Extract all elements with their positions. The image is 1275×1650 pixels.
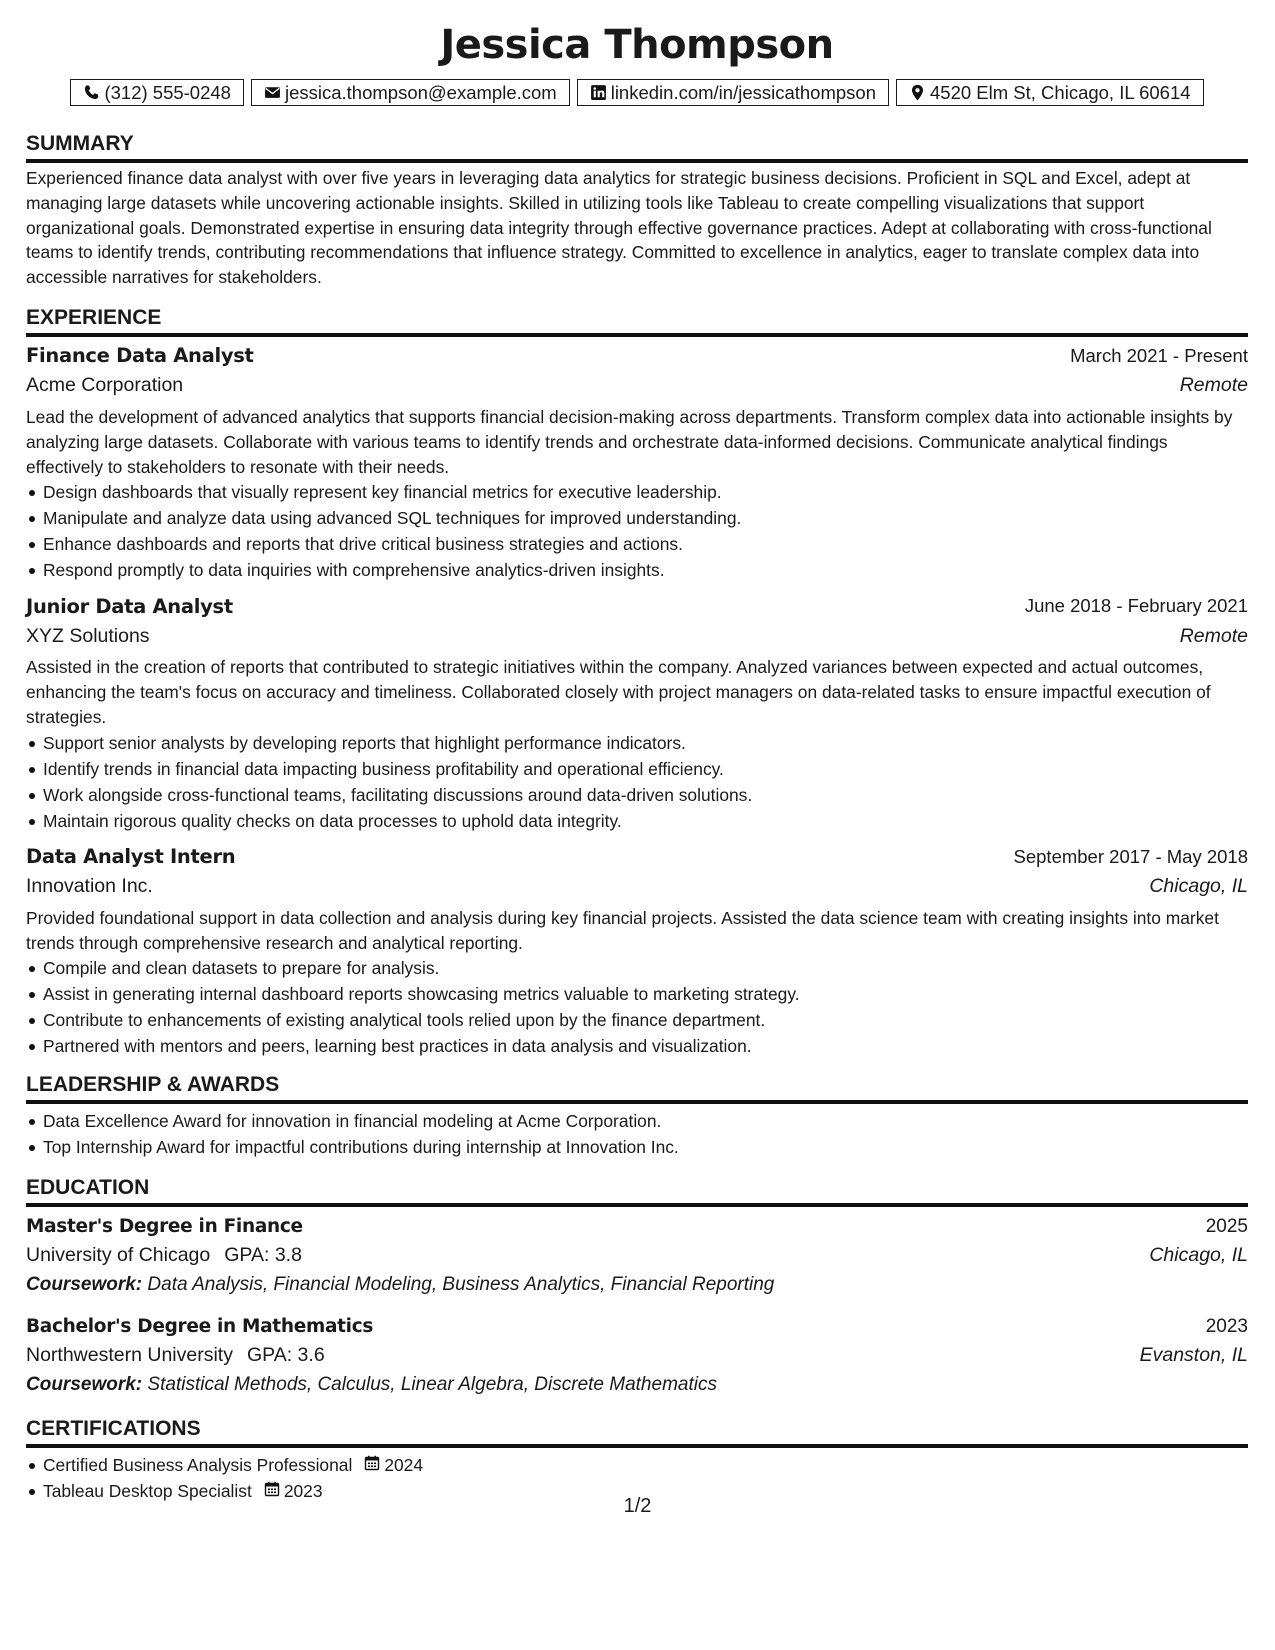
section-title: SUMMARY [26, 120, 1248, 163]
section-title: LEADERSHIP & AWARDS [26, 1061, 1248, 1104]
graduation-year: 2023 [1205, 1315, 1248, 1337]
graduation-year: 2025 [1205, 1215, 1248, 1237]
gpa: GPA: 3.6 [246, 1344, 325, 1367]
school-location: Chicago, IL [1149, 1244, 1248, 1267]
certification-year: 2023 [283, 1481, 323, 1502]
section-title: EXPERIENCE [26, 294, 1248, 337]
school-location: Evanston, IL [1139, 1344, 1248, 1367]
job-entry [26, 842, 1248, 1060]
contact-address[interactable] [896, 79, 1204, 106]
page-number: 1/2 [623, 1495, 652, 1517]
phone-icon [83, 84, 100, 101]
awards-section [26, 1061, 1248, 1160]
job-description: Lead the development of advanced analytics that supports financial decision-making across departments. Transform complex data into actionable insights by analyzing large datasets. Collaborate with various teams to identify trends and orchestrate data-informed decisions. Communicate analytical findings effectively to stakeholders to resonate with their needs. [26, 406, 1233, 477]
certification-year: 2024 [384, 1455, 423, 1476]
summary-section [26, 120, 1248, 290]
list-item: Top Internship Award for impactful contributions during internship at Innovation Inc. [26, 1134, 1248, 1160]
list-item: Respond promptly to data inquiries with comprehensive analytics-driven insights. [26, 557, 1248, 583]
education-entry [26, 1312, 1248, 1399]
list-item: Support senior analysts by developing reports that highlight performance indicators. [26, 730, 1248, 756]
list-item: Identify trends in financial data impacting business profitability and operational efficiency. [26, 756, 1248, 782]
job-entry [26, 591, 1248, 833]
phone-text: (312) 555-0248 [104, 81, 231, 103]
company-name: Acme Corporation [26, 374, 184, 397]
education-section [26, 1164, 1248, 1399]
job-dates: June 2018 - February 2021 [1024, 595, 1248, 617]
job-bullets [26, 730, 1248, 834]
job-location: Remote [1179, 374, 1248, 397]
job-bullets [26, 479, 1248, 583]
certification-name: Certified Business Analysis Professional [43, 1455, 353, 1476]
map-marker-icon [909, 84, 926, 101]
certifications-section [26, 1405, 1248, 1504]
job-location: Chicago, IL [1149, 875, 1248, 898]
contact-email[interactable] [251, 79, 570, 106]
list-item: Data Excellence Award for innovation in financial modeling at Acme Corporation. [26, 1108, 1248, 1134]
list-item: Contribute to enhancements of existing analytical tools relied upon by the finance department. [26, 1007, 1248, 1033]
job-location: Remote [1179, 624, 1248, 647]
list-item: Assist in generating internal dashboard reports showcasing metrics valuable to marketing strategy. [26, 981, 1248, 1007]
calendar-icon [364, 1452, 380, 1478]
email-text: jessica.thompson@example.com [284, 81, 557, 103]
coursework-label: Coursework: [26, 1373, 143, 1395]
degree-title: Bachelor's Degree in Mathematics [26, 1316, 374, 1338]
list-item: Manipulate and analyze data using advanced SQL techniques for improved understanding. [26, 505, 1248, 531]
contact-bar [26, 79, 1248, 106]
coursework [26, 1274, 774, 1296]
job-title: Finance Data Analyst [26, 344, 254, 368]
list-item: Work alongside cross-functional teams, facilitating discussions around data-driven solutions. [26, 782, 1248, 808]
school-name: Northwestern University [26, 1344, 233, 1367]
coursework [26, 1374, 717, 1396]
section-title: CERTIFICATIONS [26, 1405, 1248, 1448]
envelope-icon [264, 84, 281, 101]
gpa: GPA: 3.8 [224, 1244, 302, 1267]
list-item [26, 1452, 1248, 1478]
job-bullets [26, 955, 1248, 1059]
experience-section [26, 294, 1248, 1059]
linkedin-icon [590, 84, 607, 101]
job-dates: September 2017 - May 2018 [1013, 845, 1248, 867]
company-name: XYZ Solutions [26, 624, 150, 647]
job-dates: March 2021 - Present [1070, 344, 1248, 366]
job-entry [26, 341, 1248, 583]
contact-linkedin[interactable] [577, 79, 889, 106]
section-title: EDUCATION [26, 1164, 1248, 1207]
school-name: University of Chicago [26, 1244, 211, 1267]
resume-page [26, 18, 1248, 1504]
address-text: 4520 Elm St, Chicago, IL 60614 [930, 81, 1191, 103]
degree-title: Master's Degree in Finance [26, 1216, 303, 1238]
list-item: Compile and clean datasets to prepare for analysis. [26, 955, 1248, 981]
summary-text: Experienced finance data analyst with over five years in leveraging data analytics for strategic business decisions. Proficient in SQL and Excel, adept at managing large datasets while uncovering actionable insights. Skilled in utilizing tools like Tableau to create compelling visualizations that support organizational goals. Demonstrated expertise in ensuring data integrity through effective governance practices. Adept at collaborating with cross-functional teams to identify trends, contributing recommendations that influence strategy. Committed to excellence in analytics, eager to translate complex data into accessible narratives for stakeholders. [26, 168, 1212, 288]
candidate-name: Jessica Thompson [440, 22, 834, 68]
certification-name: Tableau Desktop Specialist [43, 1481, 252, 1502]
company-name: Innovation Inc. [26, 875, 153, 898]
list-item: Maintain rigorous quality checks on data processes to uphold data integrity. [26, 808, 1248, 834]
linkedin-text: linkedin.com/in/jessicathompson [610, 81, 876, 103]
job-title: Junior Data Analyst [26, 594, 233, 618]
list-item: Design dashboards that visually represent key financial metrics for executive leadership. [26, 479, 1248, 505]
coursework-label: Coursework: [26, 1273, 143, 1295]
coursework-text: Statistical Methods, Calculus, Linear Algebra, Discrete Mathematics [147, 1373, 717, 1395]
job-title: Data Analyst Intern [26, 845, 236, 869]
job-description: Provided foundational support in data collection and analysis during key financial projects. Assisted the data science team with creating insights into market trends through comprehensive research and analytical reporting. [26, 907, 1219, 953]
awards-list [26, 1108, 1248, 1160]
list-item: Enhance dashboards and reports that drive critical business strategies and actions. [26, 531, 1248, 557]
list-item: Partnered with mentors and peers, learning best practices in data analysis and visualization. [26, 1033, 1248, 1059]
education-entry [26, 1212, 1248, 1299]
job-description: Assisted in the creation of reports that contributed to strategic initiatives within the company. Analyzed variances between expected and actual outcomes, enhancing the team's focus on accuracy and timeliness. Collaborated closely with project managers on data-related tasks to ensure impactful execution of strategies. [26, 657, 1211, 727]
contact-phone[interactable] [70, 79, 244, 106]
coursework-text: Data Analysis, Financial Modeling, Business Analytics, Financial Reporting [147, 1273, 775, 1295]
